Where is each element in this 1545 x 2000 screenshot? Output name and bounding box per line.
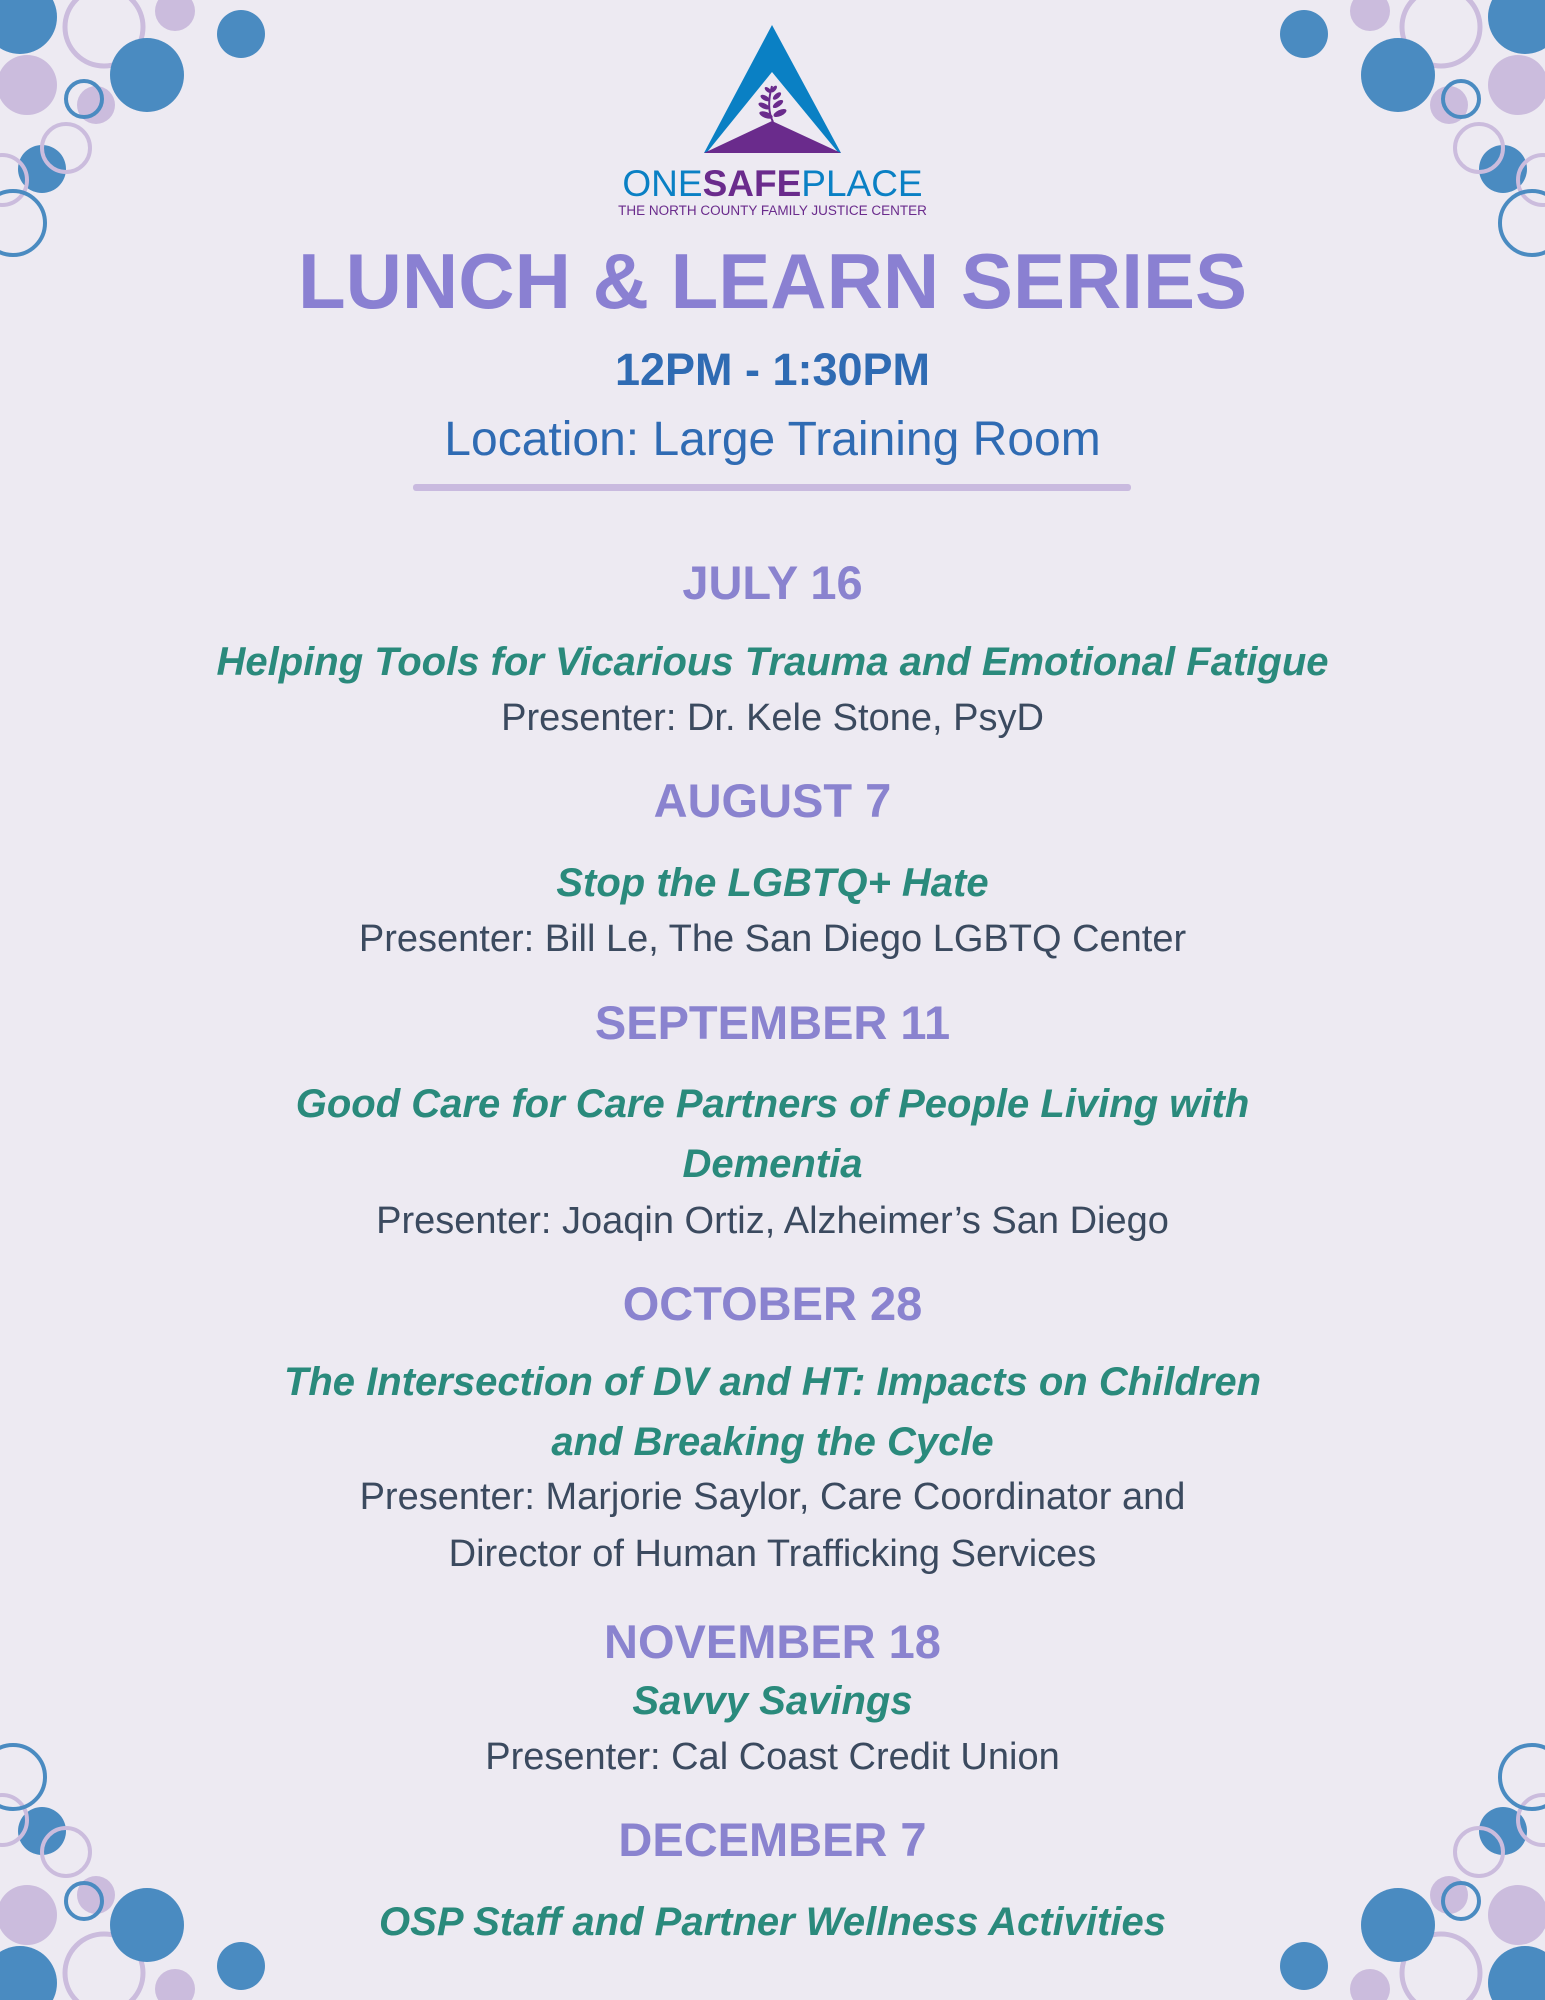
event-presenter: Presenter: Joaqin Ortiz, Alzheimer’s San Diego <box>376 1200 1169 1242</box>
event-topic: Good Care for Care Partners of People Living with <box>295 1082 1250 1126</box>
event-date: SEPTEMBER 11 <box>594 996 951 1049</box>
event-time: 12PM - 1:30PM <box>614 344 931 395</box>
event-presenter: Presenter: Dr. Kele Stone, PsyD <box>501 697 1044 739</box>
logo-place: PLACE <box>801 163 923 204</box>
logo-one: ONE <box>622 163 703 204</box>
page-title: LUNCH & LEARN SERIES <box>297 237 1248 325</box>
logo-safe: SAFE <box>702 163 802 204</box>
event-topic: Helping Tools for Vicarious Trauma and Emotional Fatigue <box>216 640 1329 684</box>
event-date: NOVEMBER 18 <box>604 1615 941 1668</box>
event-presenter: Presenter: Marjorie Saylor, Care Coordinator and <box>359 1476 1186 1518</box>
event-location: Location: Large Training Room <box>444 413 1101 466</box>
event-date: JULY 16 <box>682 556 863 609</box>
event-topic: Savvy Savings <box>632 1679 913 1723</box>
logo-tagline: THE NORTH COUNTY FAMILY JUSTICE CENTER <box>618 203 927 218</box>
event-topic: Stop the LGBTQ+ Hate <box>556 861 989 905</box>
event-date: AUGUST 7 <box>653 774 892 827</box>
event-topic: Dementia <box>682 1142 863 1186</box>
event-presenter: Director of Human Trafficking Services <box>448 1533 1097 1575</box>
divider <box>413 484 1131 491</box>
event-presenter: Presenter: Bill Le, The San Diego LGBTQ Center <box>358 918 1187 960</box>
event-topic: The Intersection of DV and HT: Impacts on Children <box>283 1360 1262 1404</box>
logo-wordmark <box>0 163 1545 205</box>
event-topic: and Breaking the Cycle <box>551 1420 994 1464</box>
event-topic: OSP Staff and Partner Wellness Activities <box>379 1900 1166 1944</box>
event-date: DECEMBER 7 <box>618 1813 927 1866</box>
logo-triangle-icon <box>700 22 845 157</box>
event-date: OCTOBER 28 <box>622 1277 923 1330</box>
event-presenter: Presenter: Cal Coast Credit Union <box>485 1736 1060 1778</box>
